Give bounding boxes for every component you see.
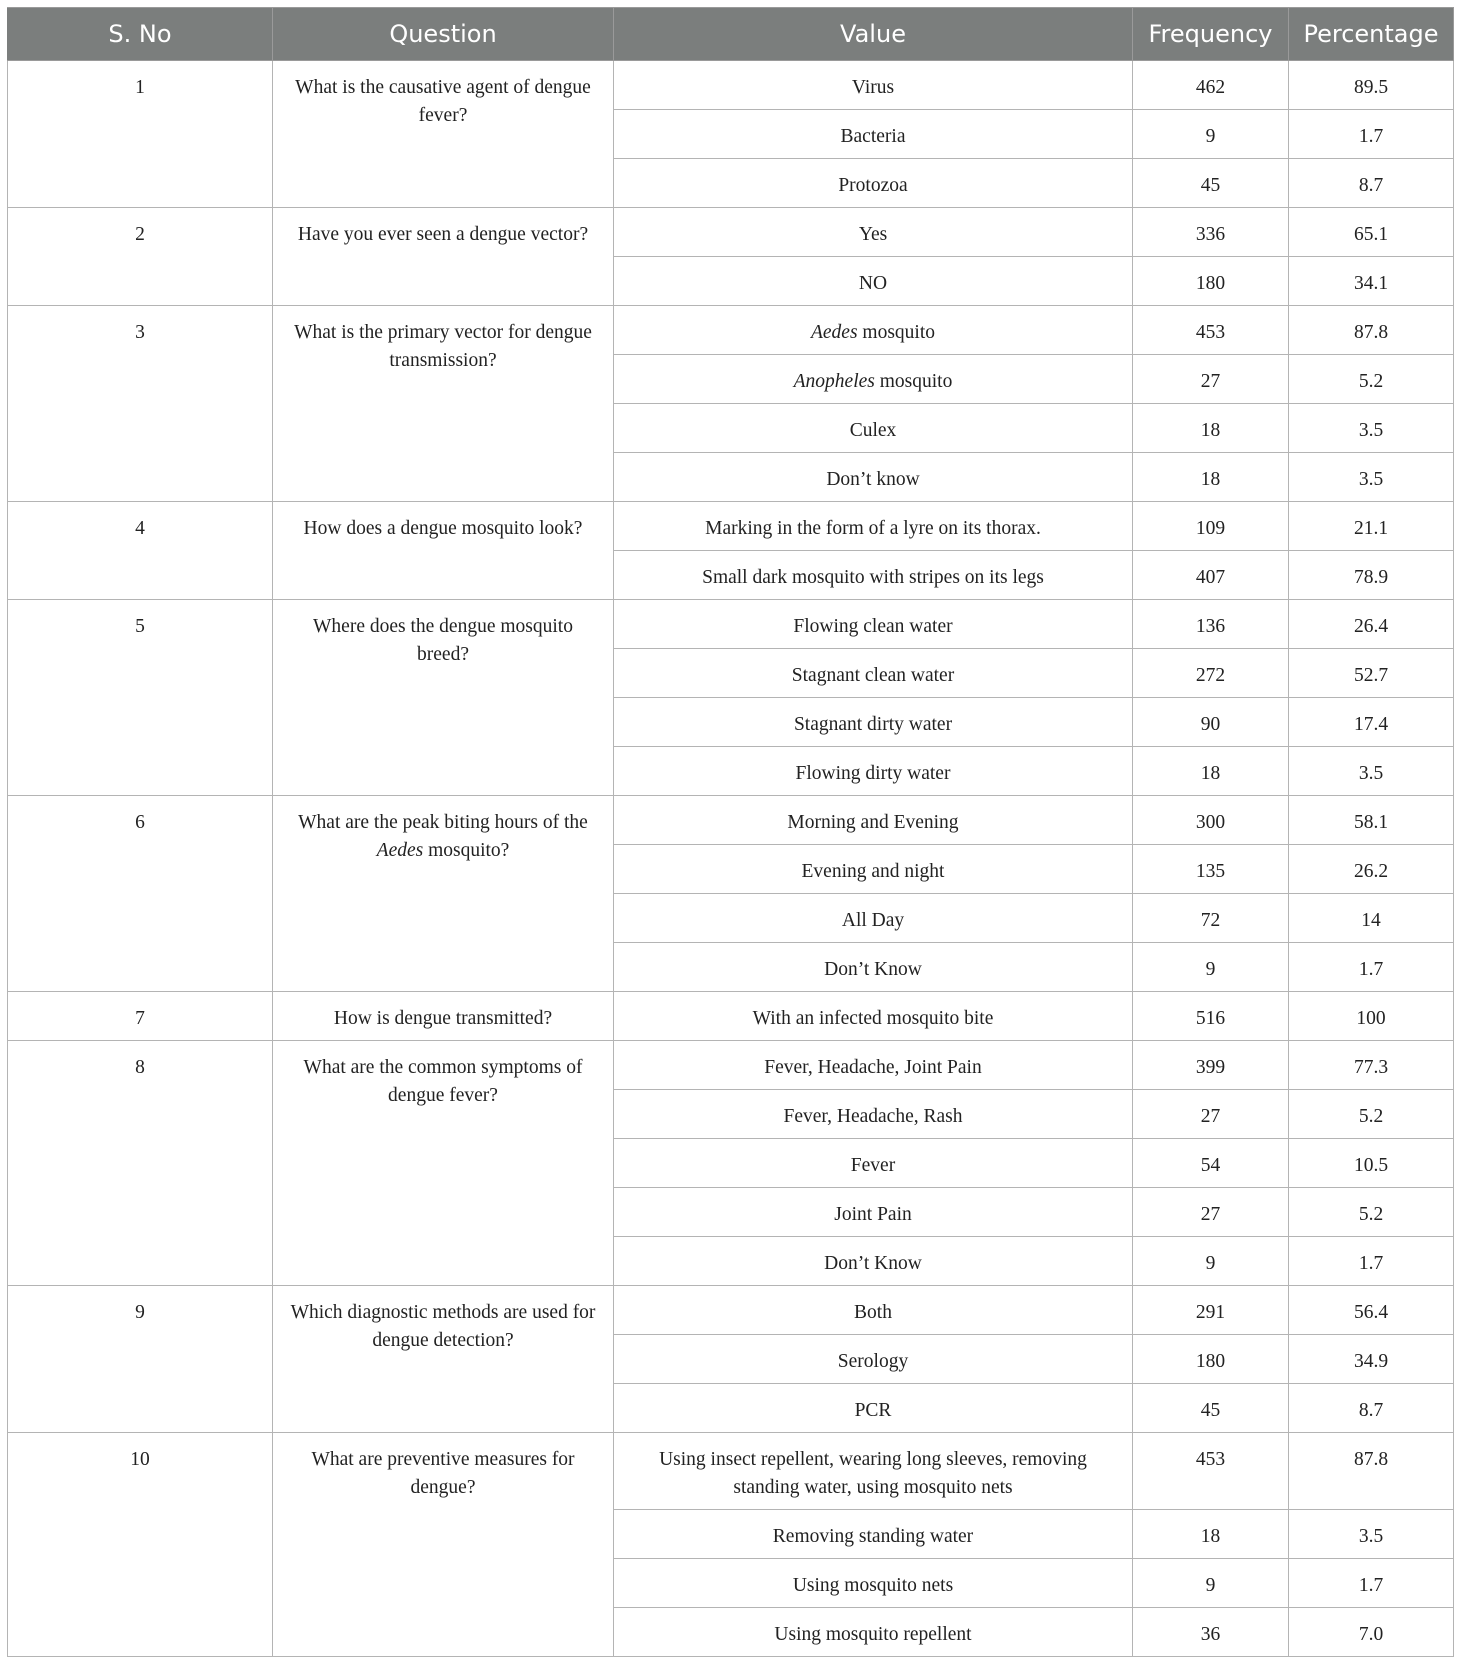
question-cell: What is the causative agent of dengue fever? xyxy=(273,61,614,208)
percentage-cell: 89.5 xyxy=(1289,61,1454,110)
table-row xyxy=(8,992,1454,1041)
header-sno: S. No xyxy=(8,8,273,61)
value-cell: Morning and Evening xyxy=(614,796,1133,845)
percentage-cell: 5.2 xyxy=(1289,1188,1454,1237)
value-cell: PCR xyxy=(614,1384,1133,1433)
frequency-cell: 9 xyxy=(1133,1237,1289,1286)
table-body xyxy=(8,61,1454,1657)
table-row xyxy=(8,1041,1454,1090)
percentage-cell: 5.2 xyxy=(1289,355,1454,404)
table-row xyxy=(8,600,1454,649)
frequency-cell: 18 xyxy=(1133,1510,1289,1559)
percentage-cell: 7.0 xyxy=(1289,1608,1454,1657)
percentage-cell: 1.7 xyxy=(1289,110,1454,159)
value-cell: Culex xyxy=(614,404,1133,453)
frequency-cell: 180 xyxy=(1133,1335,1289,1384)
frequency-cell: 18 xyxy=(1133,453,1289,502)
frequency-cell: 45 xyxy=(1133,159,1289,208)
question-cell: How does a dengue mosquito look? xyxy=(273,502,614,600)
value-cell: With an infected mosquito bite xyxy=(614,992,1133,1041)
value-cell: Small dark mosquito with stripes on its legs xyxy=(614,551,1133,600)
percentage-cell: 52.7 xyxy=(1289,649,1454,698)
value-cell: Marking in the form of a lyre on its thorax. xyxy=(614,502,1133,551)
value-cell: Protozoa xyxy=(614,159,1133,208)
percentage-cell: 34.1 xyxy=(1289,257,1454,306)
question-text: What are the peak biting hours of the xyxy=(298,812,588,833)
question-cell: What are the common symptoms of dengue fever? xyxy=(273,1041,614,1286)
header-question: Question xyxy=(273,8,614,61)
value-species-text: Aedes xyxy=(810,322,858,343)
value-cell: Removing standing water xyxy=(614,1510,1133,1559)
frequency-cell: 90 xyxy=(1133,698,1289,747)
value-cell: Virus xyxy=(614,61,1133,110)
sno-cell: 7 xyxy=(8,992,273,1041)
sno-cell: 10 xyxy=(8,1433,273,1657)
percentage-cell: 1.7 xyxy=(1289,1559,1454,1608)
value-cell: Yes xyxy=(614,208,1133,257)
frequency-cell: 27 xyxy=(1133,1188,1289,1237)
table-container xyxy=(7,7,1453,1657)
value-species-text: Anopheles xyxy=(793,371,875,392)
value-cell: Bacteria xyxy=(614,110,1133,159)
percentage-cell: 87.8 xyxy=(1289,1433,1454,1510)
question-species-text: Aedes xyxy=(376,840,424,861)
question-text-end: mosquito? xyxy=(423,840,510,861)
value-cell: Serology xyxy=(614,1335,1133,1384)
percentage-cell: 58.1 xyxy=(1289,796,1454,845)
value-cell: Don’t know xyxy=(614,453,1133,502)
frequency-cell: 135 xyxy=(1133,845,1289,894)
value-cell: Don’t Know xyxy=(614,1237,1133,1286)
frequency-cell: 45 xyxy=(1133,1384,1289,1433)
sno-cell: 9 xyxy=(8,1286,273,1433)
frequency-cell: 27 xyxy=(1133,1090,1289,1139)
question-cell: What are preventive measures for dengue? xyxy=(273,1433,614,1657)
frequency-cell: 399 xyxy=(1133,1041,1289,1090)
header-percentage: Percentage xyxy=(1289,8,1454,61)
frequency-cell: 18 xyxy=(1133,747,1289,796)
percentage-cell: 26.2 xyxy=(1289,845,1454,894)
frequency-cell: 453 xyxy=(1133,306,1289,355)
value-cell: Using mosquito nets xyxy=(614,1559,1133,1608)
frequency-cell: 36 xyxy=(1133,1608,1289,1657)
frequency-cell: 27 xyxy=(1133,355,1289,404)
percentage-cell: 8.7 xyxy=(1289,159,1454,208)
frequency-cell: 462 xyxy=(1133,61,1289,110)
value-cell: Stagnant clean water xyxy=(614,649,1133,698)
value-cell: NO xyxy=(614,257,1133,306)
header-row xyxy=(8,8,1454,61)
sno-cell: 8 xyxy=(8,1041,273,1286)
percentage-cell: 3.5 xyxy=(1289,404,1454,453)
sno-cell: 3 xyxy=(8,306,273,502)
percentage-cell: 10.5 xyxy=(1289,1139,1454,1188)
percentage-cell: 3.5 xyxy=(1289,1510,1454,1559)
frequency-cell: 18 xyxy=(1133,404,1289,453)
header-frequency: Frequency xyxy=(1133,8,1289,61)
header-value: Value xyxy=(614,8,1133,61)
frequency-cell: 54 xyxy=(1133,1139,1289,1188)
value-text: mosquito xyxy=(857,322,936,343)
frequency-cell: 180 xyxy=(1133,257,1289,306)
value-text: mosquito xyxy=(874,371,953,392)
frequency-cell: 336 xyxy=(1133,208,1289,257)
frequency-cell: 9 xyxy=(1133,943,1289,992)
frequency-cell: 72 xyxy=(1133,894,1289,943)
frequency-cell: 9 xyxy=(1133,110,1289,159)
value-cell: Stagnant dirty water xyxy=(614,698,1133,747)
value-cell: All Day xyxy=(614,894,1133,943)
table-row xyxy=(8,502,1454,551)
question-cell: Which diagnostic methods are used for dengue detection? xyxy=(273,1286,614,1433)
sno-cell: 2 xyxy=(8,208,273,306)
percentage-cell: 21.1 xyxy=(1289,502,1454,551)
value-cell: Fever, Headache, Joint Pain xyxy=(614,1041,1133,1090)
frequency-cell: 453 xyxy=(1133,1433,1289,1510)
value-cell: Flowing clean water xyxy=(614,600,1133,649)
frequency-cell: 291 xyxy=(1133,1286,1289,1335)
percentage-cell: 14 xyxy=(1289,894,1454,943)
value-cell: Using mosquito repellent xyxy=(614,1608,1133,1657)
value-cell: Both xyxy=(614,1286,1133,1335)
value-cell: Fever xyxy=(614,1139,1133,1188)
table-row xyxy=(8,208,1454,257)
percentage-cell: 78.9 xyxy=(1289,551,1454,600)
sno-cell: 6 xyxy=(8,796,273,992)
knowledge-table xyxy=(7,7,1454,1657)
percentage-cell: 8.7 xyxy=(1289,1384,1454,1433)
table-row xyxy=(8,61,1454,110)
question-cell xyxy=(273,796,614,992)
frequency-cell: 109 xyxy=(1133,502,1289,551)
sno-cell: 4 xyxy=(8,502,273,600)
value-cell: Joint Pain xyxy=(614,1188,1133,1237)
table-row xyxy=(8,796,1454,845)
table-row xyxy=(8,306,1454,355)
percentage-cell: 77.3 xyxy=(1289,1041,1454,1090)
frequency-cell: 407 xyxy=(1133,551,1289,600)
percentage-cell: 17.4 xyxy=(1289,698,1454,747)
percentage-cell: 5.2 xyxy=(1289,1090,1454,1139)
value-cell: Flowing dirty water xyxy=(614,747,1133,796)
percentage-cell: 1.7 xyxy=(1289,943,1454,992)
value-cell xyxy=(614,355,1133,404)
percentage-cell: 56.4 xyxy=(1289,1286,1454,1335)
sno-cell: 5 xyxy=(8,600,273,796)
percentage-cell: 34.9 xyxy=(1289,1335,1454,1384)
value-cell: Using insect repellent, wearing long sleeves, removing standing water, using mosquito nets xyxy=(614,1433,1133,1510)
frequency-cell: 272 xyxy=(1133,649,1289,698)
percentage-cell: 1.7 xyxy=(1289,1237,1454,1286)
value-cell: Evening and night xyxy=(614,845,1133,894)
percentage-cell: 87.8 xyxy=(1289,306,1454,355)
frequency-cell: 300 xyxy=(1133,796,1289,845)
value-cell: Fever, Headache, Rash xyxy=(614,1090,1133,1139)
frequency-cell: 136 xyxy=(1133,600,1289,649)
question-cell: Where does the dengue mosquito breed? xyxy=(273,600,614,796)
percentage-cell: 3.5 xyxy=(1289,453,1454,502)
percentage-cell: 65.1 xyxy=(1289,208,1454,257)
frequency-cell: 9 xyxy=(1133,1559,1289,1608)
value-cell xyxy=(614,306,1133,355)
question-cell: How is dengue transmitted? xyxy=(273,992,614,1041)
frequency-cell: 516 xyxy=(1133,992,1289,1041)
percentage-cell: 100 xyxy=(1289,992,1454,1041)
sno-cell: 1 xyxy=(8,61,273,208)
percentage-cell: 3.5 xyxy=(1289,747,1454,796)
percentage-cell: 26.4 xyxy=(1289,600,1454,649)
table-row xyxy=(8,1433,1454,1510)
question-cell: Have you ever seen a dengue vector? xyxy=(273,208,614,306)
value-cell: Don’t Know xyxy=(614,943,1133,992)
question-cell: What is the primary vector for dengue transmission? xyxy=(273,306,614,502)
table-row xyxy=(8,1286,1454,1335)
